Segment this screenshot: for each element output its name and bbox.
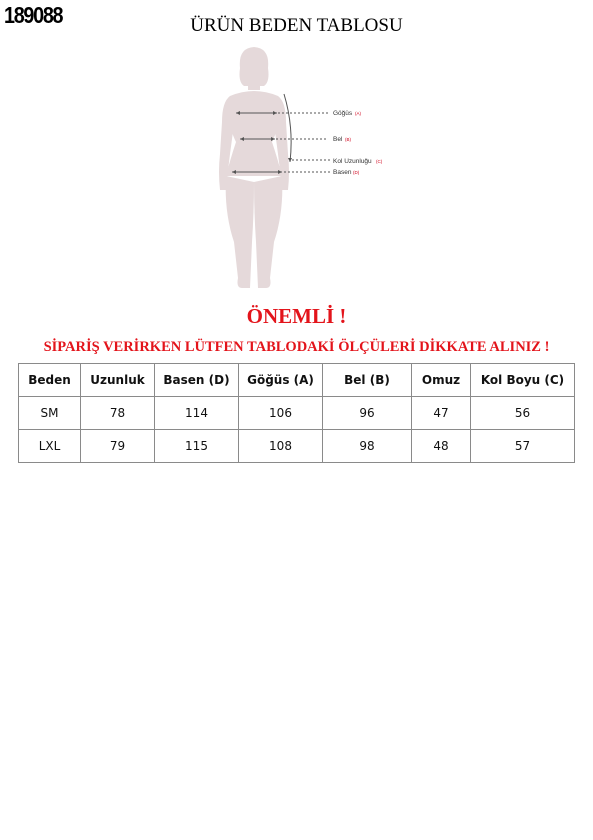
table-row — [19, 397, 575, 430]
table-header-row — [19, 364, 575, 397]
column-header: Beden — [19, 364, 81, 397]
table-cell: 47 — [412, 397, 471, 430]
size-table — [18, 363, 575, 463]
hip-mark: (D) — [353, 170, 360, 175]
hip-label: Basen — [333, 169, 352, 176]
table-cell: 56 — [471, 397, 575, 430]
sleeve-mark: (C) — [376, 159, 383, 164]
column-header: Bel (B) — [323, 364, 412, 397]
table-cell: 106 — [239, 397, 323, 430]
waist-label: Bel — [333, 136, 343, 143]
waist-mark: (B) — [345, 137, 351, 142]
table-cell: 98 — [323, 430, 412, 463]
table-cell: 78 — [81, 397, 155, 430]
table-cell: 96 — [323, 397, 412, 430]
warning-text: SİPARİŞ VERİRKEN LÜTFEN TABLODAKİ ÖLÇÜLERİ DİKKATE ALINIZ ! — [43, 339, 550, 355]
column-header: Omuz — [412, 364, 471, 397]
product-code: 189088 — [4, 2, 63, 28]
table-cell: 114 — [155, 397, 239, 430]
body-silhouette — [200, 42, 400, 297]
important-heading: ÖNEMLİ ! — [246, 304, 347, 328]
table-cell: 108 — [239, 430, 323, 463]
table-row — [19, 430, 575, 463]
measurement-figure — [200, 42, 400, 297]
table-cell: 79 — [81, 430, 155, 463]
column-header: Uzunluk — [81, 364, 155, 397]
page-title: ÜRÜN BEDEN TABLOSU — [190, 15, 403, 36]
chest-label: Göğüs — [333, 110, 353, 117]
column-header: Basen (D) — [155, 364, 239, 397]
table-cell: 115 — [155, 430, 239, 463]
chest-mark: (A) — [355, 111, 361, 116]
table-cell: SM — [19, 397, 81, 430]
table-cell: LXL — [19, 430, 81, 463]
table-cell: 57 — [471, 430, 575, 463]
column-header: Kol Boyu (C) — [471, 364, 575, 397]
sleeve-label: Kol Uzunluğu — [333, 158, 372, 165]
column-header: Göğüs (A) — [239, 364, 323, 397]
table-cell: 48 — [412, 430, 471, 463]
